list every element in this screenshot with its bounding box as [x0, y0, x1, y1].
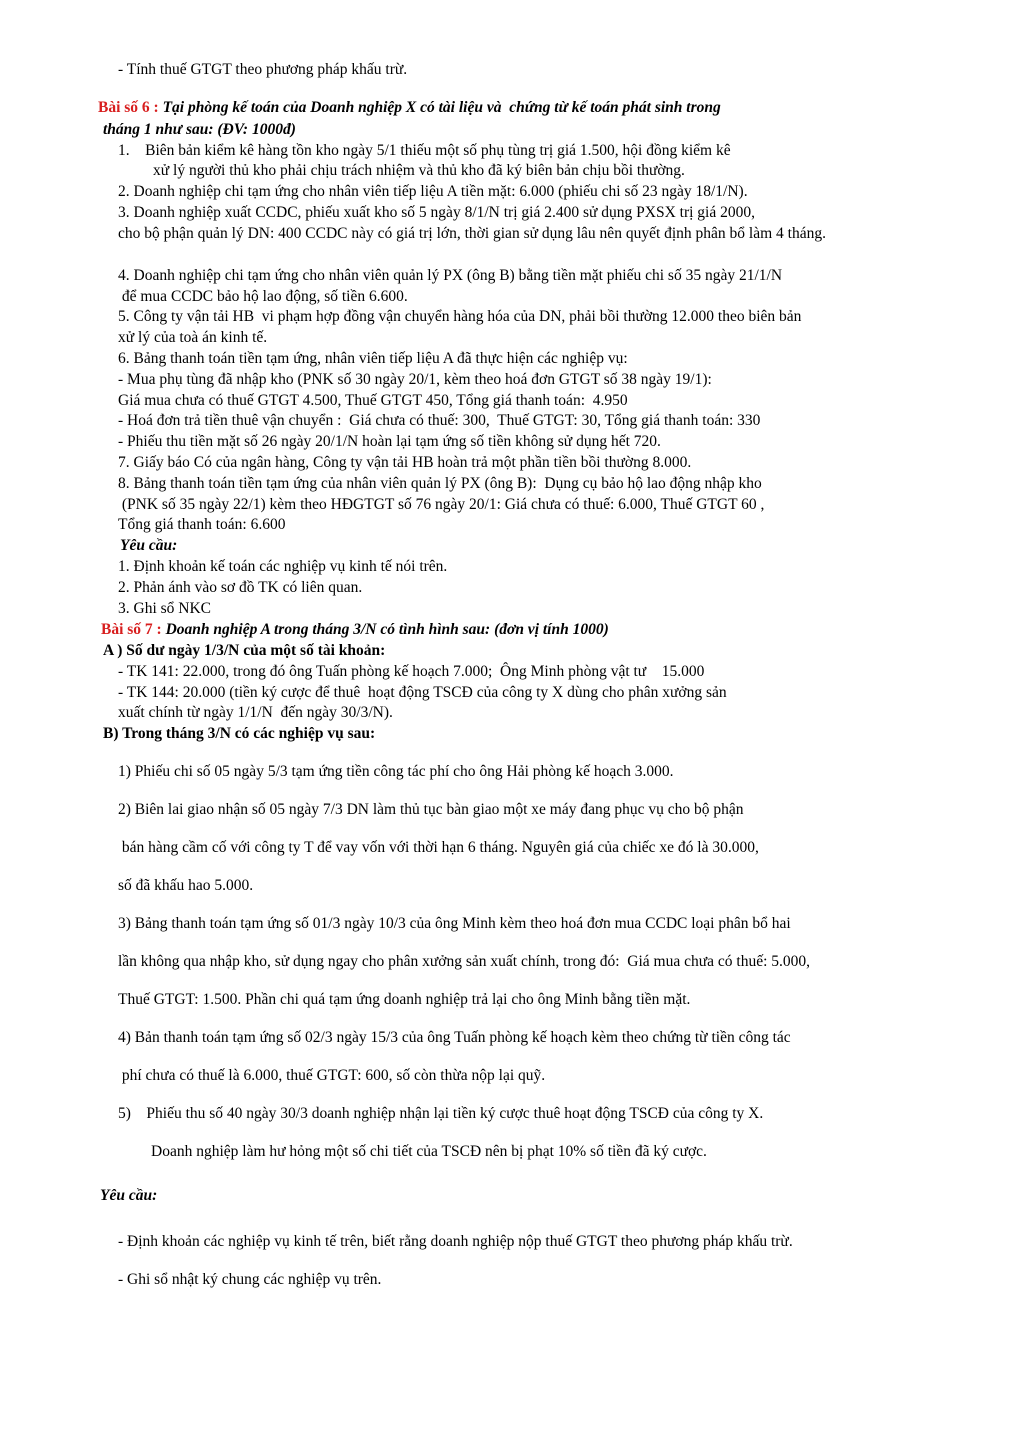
section-b-line: 5) Phiếu thu số 40 ngày 30/3 doanh nghiệp nhận lại tiền ký cược thuê hoạt động TSCĐ của công ty X. — [118, 1105, 764, 1122]
exercise-6-line: 8. Bảng thanh toán tiền tạm ứng của nhân viên quản lý PX (ông B): Dụng cụ bảo hộ lao động nhập kho — [118, 475, 762, 492]
section-b-line: lần không qua nhập kho, sử dụng ngay cho phân xưởng sản xuất chính, trong đó: Giá mua chưa có thuế: 5.000, — [118, 953, 811, 970]
exercise-6-line: 5. Công ty vận tải HB vi phạm hợp đồng vận chuyển hàng hóa của DN, phải bồi thường 12.000 theo biên bản — [118, 308, 802, 325]
exercise-6-requirement: 1. Định khoản kế toán các nghiệp vụ kinh tế nói trên. — [118, 558, 448, 575]
exercise-6-line: cho bộ phận quản lý DN: 400 CCDC này có giá trị lớn, thời gian sử dụng lâu nên quyết định phân bổ làm 4 tháng. — [118, 225, 826, 242]
exercise-6-line: Tổng giá thanh toán: 6.600 — [118, 516, 286, 533]
exercise-6-line: 2. Doanh nghiệp chi tạm ứng cho nhân viên tiếp liệu A tiền mặt: 6.000 (phiếu chi số 23 ngày 18/1/N). — [118, 183, 748, 200]
exercise-6-heading — [98, 98, 721, 117]
exercise-6-line: để mua CCDC bảo hộ lao động, số tiền 6.600. — [118, 288, 408, 305]
exercise-6-line: xử lý của toà án kinh tế. — [118, 329, 268, 346]
exercise-6-requirement: 2. Phản ánh vào sơ đồ TK có liên quan. — [118, 579, 363, 596]
exercise-6-line: - Mua phụ tùng đã nhập kho (PNK số 30 ngày 20/1, kèm theo hoá đơn GTGT số 38 ngày 19/1): — [118, 371, 712, 388]
exercise-6-line: - Hoá đơn trả tiền thuê vận chuyển : Giá chưa có thuế: 300, Thuế GTGT: 30, Tổng giá thanh toán: 330 — [118, 412, 761, 429]
intro-line: - Tính thuế GTGT theo phương pháp khấu trừ. — [118, 61, 408, 78]
exercise-6-title: Tại phòng kế toán của Doanh nghiệp X có tài liệu và chứng từ kế toán phát sinh trong — [158, 99, 721, 116]
section-b-line: bán hàng cầm cố với công ty T để vay vốn với thời hạn 6 tháng. Nguyên giá của chiếc xe đó là 30.000, — [118, 839, 759, 856]
exercise-6-line: 3. Doanh nghiệp xuất CCDC, phiếu xuất kho số 5 ngày 8/1/N trị giá 2.400 sử dụng PXSX trị giá 2000, — [118, 204, 755, 221]
section-b-line: số đã khấu hao 5.000. — [118, 877, 254, 894]
exercise-6-line: xử lý người thủ kho phải chịu trách nhiệm và thủ kho đã ký biên bản chịu bồi thường. — [153, 162, 685, 179]
exercise-6-line: - Phiếu thu tiền mặt số 26 ngày 20/1/N hoàn lại tạm ứng số tiền không sử dụng hết 720. — [118, 433, 661, 450]
section-b-line: 1) Phiếu chi số 05 ngày 5/3 tạm ứng tiền công tác phí cho ông Hải phòng kế hoạch 3.000. — [118, 763, 674, 780]
exercise-6-line: (PNK số 35 ngày 22/1) kèm theo HĐGTGT số 76 ngày 20/1: Giá chưa có thuế: 6.000, Thuế GTGT 60 , — [118, 496, 765, 513]
exercise-7-heading — [101, 620, 609, 639]
exercise-7-requirements-title: Yêu cầu: — [100, 1187, 158, 1204]
exercise-6-requirement: 3. Ghi sổ NKC — [118, 600, 212, 617]
section-a-line: - TK 141: 22.000, trong đó ông Tuấn phòng kế hoạch 7.000; Ông Minh phòng vật tư 15.000 — [118, 663, 705, 680]
exercise-6-line: 4. Doanh nghiệp chi tạm ứng cho nhân viên quản lý PX (ông B) bằng tiền mặt phiếu chi số 35 ngày 21/1/N — [118, 267, 783, 284]
exercise-6-title-cont: tháng 1 như sau: (ĐV: 1000đ) — [103, 121, 296, 138]
exercise-6-line: 7. Giấy báo Có của ngân hàng, Công ty vận tải HB hoàn trả một phần tiền bồi thường 8.000. — [118, 454, 692, 471]
section-b-line: phí chưa có thuế là 6.000, thuế GTGT: 600, số còn thừa nộp lại quỹ. — [118, 1067, 546, 1084]
exercise-6-line: 1. Biên bản kiểm kê hàng tồn kho ngày 5/1 thiếu một số phụ tùng trị giá 1.500, hội đồng kiểm kê — [118, 142, 731, 159]
section-b-line: 3) Bảng thanh toán tạm ứng số 01/3 ngày 10/3 của ông Minh kèm theo hoá đơn mua CCDC loại phân bổ hai — [118, 915, 791, 932]
section-b-line: 2) Biên lai giao nhận số 05 ngày 7/3 DN làm thủ tục bàn giao một xe máy đang phục vụ cho bộ phận — [118, 801, 744, 818]
exercise-6-line: Giá mua chưa có thuế GTGT 4.500, Thuế GTGT 450, Tổng giá thanh toán: 4.950 — [118, 392, 628, 409]
section-a-heading: A ) Số dư ngày 1/3/N của một số tài khoản: — [103, 642, 386, 659]
exercise-6-label: Bài số 6 : — [98, 99, 159, 116]
section-a-line: xuất chính từ ngày 1/1/N đến ngày 30/3/N). — [118, 704, 393, 721]
section-a-line: - TK 144: 20.000 (tiền ký cược để thuê hoạt động TSCĐ của công ty X dùng cho phân xưởng sản — [118, 684, 727, 701]
exercise-7-title: Doanh nghiệp A trong tháng 3/N có tình hình sau: (đơn vị tính 1000) — [161, 621, 609, 638]
section-b-heading: B) Trong tháng 3/N có các nghiệp vụ sau: — [103, 725, 376, 742]
section-b-line: Thuế GTGT: 1.500. Phần chi quá tạm ứng doanh nghiệp trả lại cho ông Minh bằng tiền mặt. — [118, 991, 691, 1008]
section-b-line: 4) Bản thanh toán tạm ứng số 02/3 ngày 15/3 của ông Tuấn phòng kế hoạch kèm theo chứng từ tiền công tác — [118, 1029, 791, 1046]
exercise-6-line: 6. Bảng thanh toán tiền tạm ứng, nhân viên tiếp liệu A đã thực hiện các nghiệp vụ: — [118, 350, 628, 367]
exercise-7-requirement: - Định khoản các nghiệp vụ kinh tế trên, biết rằng doanh nghiệp nộp thuế GTGT theo phương pháp khấu trừ. — [118, 1233, 793, 1250]
exercise-7-requirement: - Ghi sổ nhật ký chung các nghiệp vụ trên. — [118, 1271, 382, 1288]
exercise-6-requirements-title: Yêu cầu: — [120, 537, 178, 554]
exercise-7-label: Bài số 7 : — [101, 621, 162, 638]
section-b-line: Doanh nghiệp làm hư hỏng một số chi tiết của TSCĐ nên bị phạt 10% số tiền đã ký cược. — [151, 1143, 707, 1160]
